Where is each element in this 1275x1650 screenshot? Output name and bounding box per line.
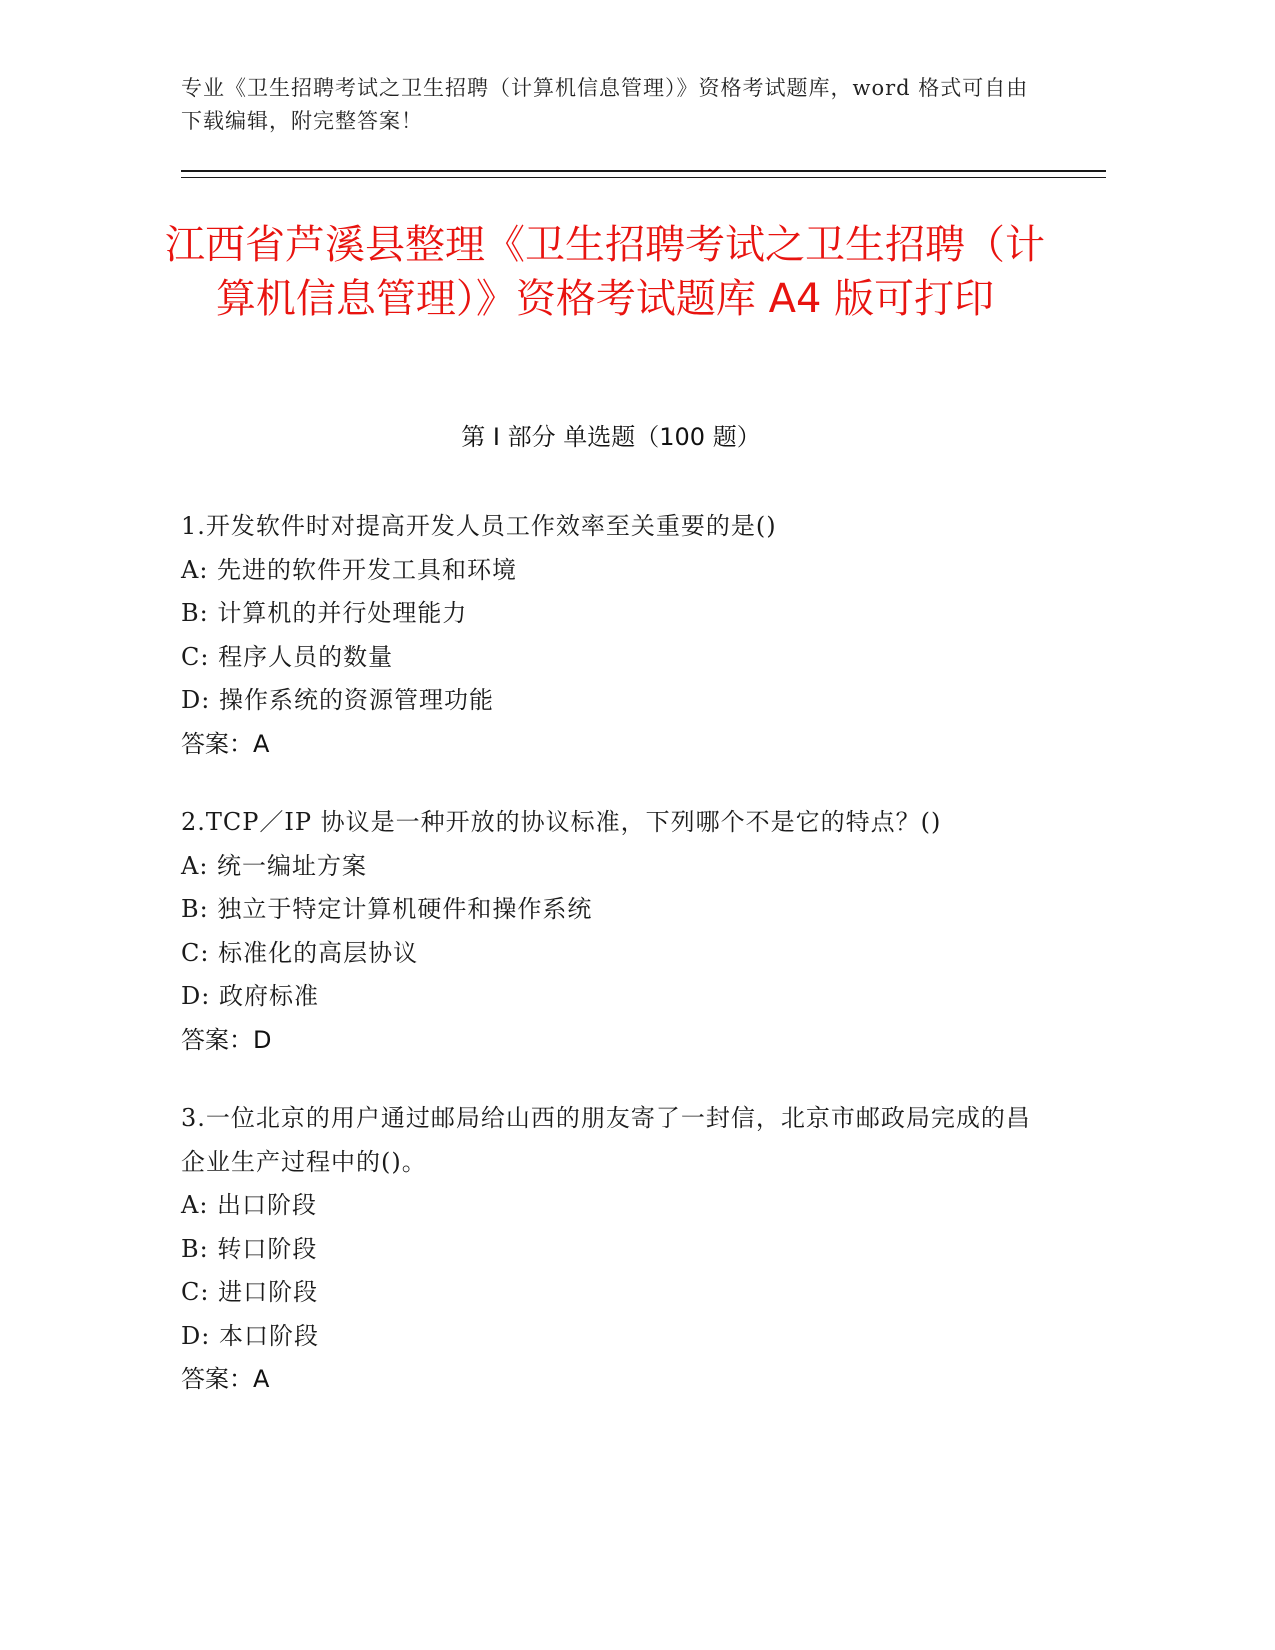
option-b: B: 计算机的并行处理能力 <box>181 599 468 627</box>
option-d: D: 政府标准 <box>181 982 319 1010</box>
question-list <box>181 505 1041 1437</box>
option-a: A: 先进的软件开发工具和环境 <box>181 555 518 584</box>
option-b: B: 独立于特定计算机硬件和操作系统 <box>181 895 593 923</box>
question-3 <box>181 1097 1041 1402</box>
option-a: A: 统一编址方案 <box>181 851 368 880</box>
option-c: C: 标准化的高层协议 <box>181 938 419 967</box>
header-divider-thin <box>181 177 1106 178</box>
option-c: C: 进口阶段 <box>181 1278 319 1306</box>
question-stem: 3.一位北京的用户通过邮局给山西的朋友寄了一封信，北京市邮政局完成的昌企业生产过程中的()。 <box>181 1104 1031 1176</box>
question-1 <box>181 505 1041 766</box>
question-stem: 2.TCP／IP 协议是一种开放的协议标准，下列哪个不是它的特点？() <box>181 808 942 836</box>
option-a: A: 出口阶段 <box>181 1191 318 1219</box>
question-stem: 1.开发软件时对提高开发人员工作效率至关重要的是() <box>181 512 777 540</box>
header-note: 专业《卫生招聘考试之卫生招聘（计算机信息管理）》资格考试题库，word 格式可自由下载编辑，附完整答案！ <box>181 76 1029 133</box>
question-2 <box>181 801 1041 1062</box>
option-b: B: 转口阶段 <box>181 1234 318 1263</box>
document-title: 江西省芦溪县整理《卫生招聘考试之卫生招聘（计算机信息管理）》资格考试题库 A4 版可打印 <box>165 222 1045 322</box>
option-d: D: 操作系统的资源管理功能 <box>181 686 494 714</box>
answer: 答案：D <box>181 1025 272 1054</box>
option-c: C: 程序人员的数量 <box>181 642 394 671</box>
section-title: 第 I 部分 单选题（100 题） <box>461 423 761 451</box>
option-d: D: 本口阶段 <box>181 1321 319 1350</box>
answer: 答案：A <box>181 1365 270 1393</box>
answer: 答案：A <box>181 729 270 758</box>
header-divider-thick <box>181 170 1106 172</box>
